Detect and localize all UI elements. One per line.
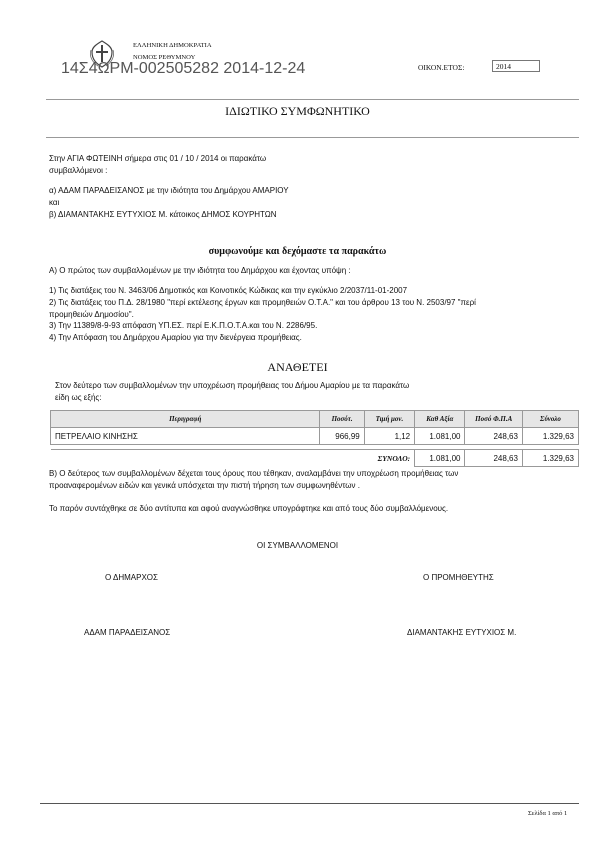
section-b-line: Β) Ο δεύτερος των συμβαλλομένων δέχεται τους όρους που τέθηκαν, αναλαμβάνει την υποχρέωση προμήθειας των (49, 469, 459, 478)
item-unit-price: 1,12 (364, 428, 414, 445)
fiscal-year-label: ΟΙΚΟΝ.ΕΤΟΣ: (418, 63, 465, 72)
total-label: ΣΥΝΟΛΟ: (377, 453, 411, 463)
total-vat: 248,63 (465, 450, 522, 467)
agree-heading: συμφωνούμε και δεχόμαστε τα παρακάτω (208, 246, 387, 257)
item-vat: 248,63 (465, 428, 522, 445)
ada-watermark: 14Σ4ΩΡΜ-002505282 2014-12-24 (61, 60, 306, 77)
item-net-value: 1.081,00 (415, 428, 465, 445)
assign-text: είδη ως εξής: (55, 393, 102, 402)
assign-text: Στον δεύτερο των συμβαλλομένων την υποχρέωση προμήθειας του Δήμου Αμαρίου με τα παρακάτω (55, 381, 410, 390)
section-a-line: Α) Ο πρώτος των συμβαλλομένων με την ιδιότητα του Δημάρχου και έχοντας υπόψη : (49, 266, 351, 275)
items-table (50, 410, 579, 467)
total-sum: 1.329,63 (522, 450, 578, 467)
signatures-heading: ΟΙ ΣΥΜΒΑΛΛΟΜΕΝΟΙ (256, 541, 339, 550)
table-header-row (51, 411, 579, 428)
table-row (51, 428, 579, 445)
page-number: Σελίδα 1 από 1 (528, 810, 568, 817)
item-description: ΠΕΤΡΕΛΑΙΟ ΚΙΝΗΣΗΣ (51, 428, 320, 445)
prefecture-name: ΝΟΜΟΣ ΡΕΘΥΜΝΟΥ (133, 54, 196, 61)
table-total-row (51, 450, 579, 467)
left-signatory-role: Ο ΔΗΜΑΡΧΟΣ (105, 573, 158, 582)
document-title: ΙΔΙΩΤΙΚΟ ΣΥΜΦΩΝΗΤΙΚΟ (225, 104, 370, 118)
section-a-item: 3) Την 11389/8-9-93 απόφαση ΥΠ.ΕΣ. περί Ε.Κ.Π.Ο.Τ.Α.και του Ν. 2286/95. (49, 321, 318, 330)
closing-text: Το παρόν συντάχθηκε σε δύο αντίτυπα και αφού αναγνώσθηκε υπογράφτηκε και από τους δύο συμβαλλόμενους. (49, 504, 449, 513)
section-a-item: 4) Την Απόφαση του Δημάρχου Αμαρίου για την διενέργεια προμήθειας. (49, 333, 302, 342)
total-net-value: 1.081,00 (415, 450, 465, 467)
assign-heading: ΑΝΑΘΕΤΕΙ (267, 360, 328, 374)
party-b: β) ΔΙΑΜΑΝΤΑΚΗΣ ΕΥΤΥΧΙΟΣ Μ. κάτοικος ΔΗΜΟΣ ΚΟΥΡΗΤΩΝ (49, 210, 277, 219)
divider (46, 137, 579, 138)
right-signatory-name: ΔΙΑΜΑΝΤΑΚΗΣ ΕΥΤΥΧΙΟΣ Μ. (407, 628, 517, 637)
item-total: 1.329,63 (522, 428, 578, 445)
item-quantity: 966,99 (320, 428, 364, 445)
divider (46, 99, 579, 100)
column-header: Περιγραφή (51, 411, 320, 428)
column-header: Ποσό Φ.Π.Α (465, 411, 522, 428)
column-header: Σύνολο (522, 411, 578, 428)
section-b-line: προαναφερομένων ειδών και γενικά υπόσχεται την πιστή τήρηση των συμφωνηθέντων . (49, 481, 360, 490)
and-text: και (49, 198, 60, 207)
party-a: α) ΑΔΑΜ ΠΑΡΑΔΕΙΣΑΝΟΣ με την ιδιότητα του Δημάρχου ΑΜΑΡΙΟΥ (49, 186, 289, 195)
column-header: Ποσότ. (320, 411, 364, 428)
right-signatory-role: Ο ΠΡΟΜΗΘΕΥΤΗΣ (423, 573, 494, 582)
left-signatory-name: ΑΔΑΜ ΠΑΡΑΔΕΙΣΑΝΟΣ (84, 628, 171, 637)
column-header: Καθ Αξία (415, 411, 465, 428)
section-a-item: προμηθειών Δημοσίου". (49, 310, 134, 319)
footer-divider (40, 803, 579, 804)
column-header: Τιμή μον. (364, 411, 414, 428)
section-a-item: 1) Τις διατάξεις του Ν. 3463/06 Δημοτικός και Κοινοτικός Κώδικας και την εγκύκλιο 2/2037/11-01-2007 (49, 286, 408, 295)
intro-line: συμβαλλόμενοι : (49, 166, 108, 175)
org-name: ΕΛΛΗΝΙΚΗ ΔΗΜΟΚΡΑΤΙΑ (133, 42, 212, 49)
intro-line: Στην ΑΓΙΑ ΦΩΤΕΙΝΗ σήμερα στις 01 / 10 / 2014 οι παρακάτω (49, 154, 267, 163)
fiscal-year-field: 2014 (492, 60, 540, 72)
section-a-item: 2) Τις διατάξεις του Π.Δ. 28/1980 "περί εκτέλεσης έργων και προμηθειών Ο.Τ.Α." και του άρθρου 13 του Ν. 2503/97 "περί (49, 298, 476, 307)
